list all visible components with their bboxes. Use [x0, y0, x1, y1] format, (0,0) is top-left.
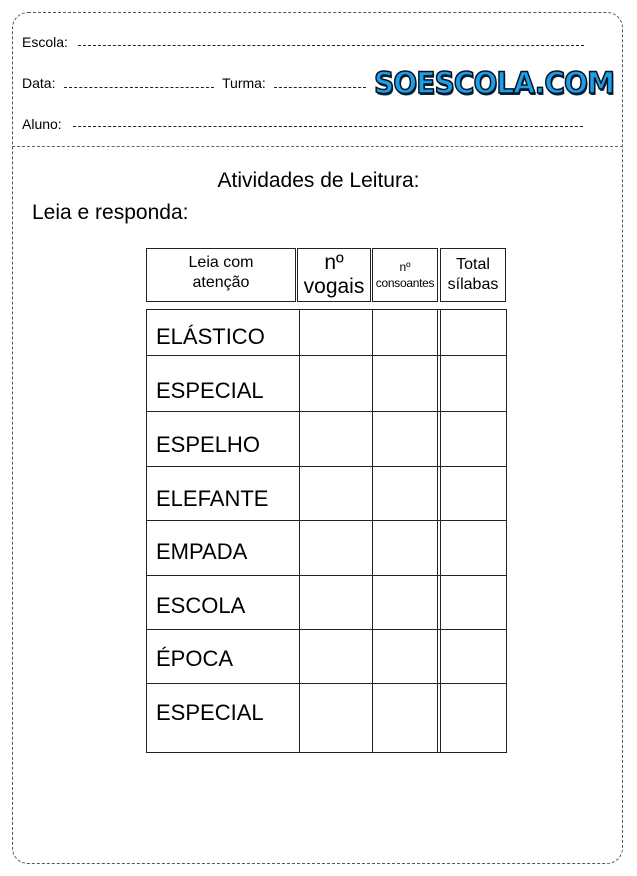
word-row-2: ESPECIAL [156, 378, 264, 403]
word-row-4: ELEFANTE [156, 486, 269, 511]
word-row-8: ESPECIAL [156, 700, 264, 725]
header-vowels [297, 248, 371, 302]
header-divider [12, 146, 623, 147]
row-divider [146, 629, 507, 630]
answer-table [146, 309, 507, 753]
header-syllables-line1: Total [456, 256, 490, 273]
student-label: Aluno: [22, 116, 62, 132]
word-row-5: EMPADA [156, 539, 248, 564]
header-consonants-line2: consoantes [375, 276, 435, 290]
activity-instruction: Leia e responda: [32, 201, 189, 224]
student-field[interactable] [73, 126, 583, 127]
activity-title: Atividades de Leitura: [217, 169, 420, 192]
row-divider [146, 411, 507, 412]
site-logo: SOESCOLA.COM [374, 66, 615, 100]
header-consonants [372, 248, 438, 302]
date-label: Data: [22, 75, 56, 91]
header-syllables-line2: sílabas [447, 276, 499, 293]
school-label: Escola: [22, 34, 68, 50]
column-divider [372, 309, 373, 753]
header-read-carefully [146, 248, 296, 302]
word-row-1: ELÁSTICO [156, 324, 265, 349]
word-row-3: ESPELHO [156, 432, 260, 457]
row-divider [146, 355, 507, 356]
header-read-line1: Leia com [188, 254, 254, 271]
column-divider [437, 309, 438, 753]
column-divider [299, 309, 300, 753]
column-divider [440, 309, 441, 753]
school-field[interactable] [78, 45, 584, 46]
header-total-syllables [440, 248, 506, 302]
row-divider [146, 683, 507, 684]
header-vowels-line2: vogais [303, 275, 365, 298]
class-field[interactable] [274, 87, 366, 88]
header-vowels-line1: nº [324, 251, 344, 274]
row-divider [146, 575, 507, 576]
class-label: Turma: [222, 75, 266, 91]
header-consonants-line1: nº [399, 260, 411, 274]
header-read-line2: atenção [192, 274, 250, 291]
date-field[interactable] [64, 87, 214, 88]
row-divider [146, 466, 507, 467]
word-row-7: ÉPOCA [156, 646, 234, 671]
word-row-6: ESCOLA [156, 593, 246, 618]
row-divider [146, 520, 507, 521]
